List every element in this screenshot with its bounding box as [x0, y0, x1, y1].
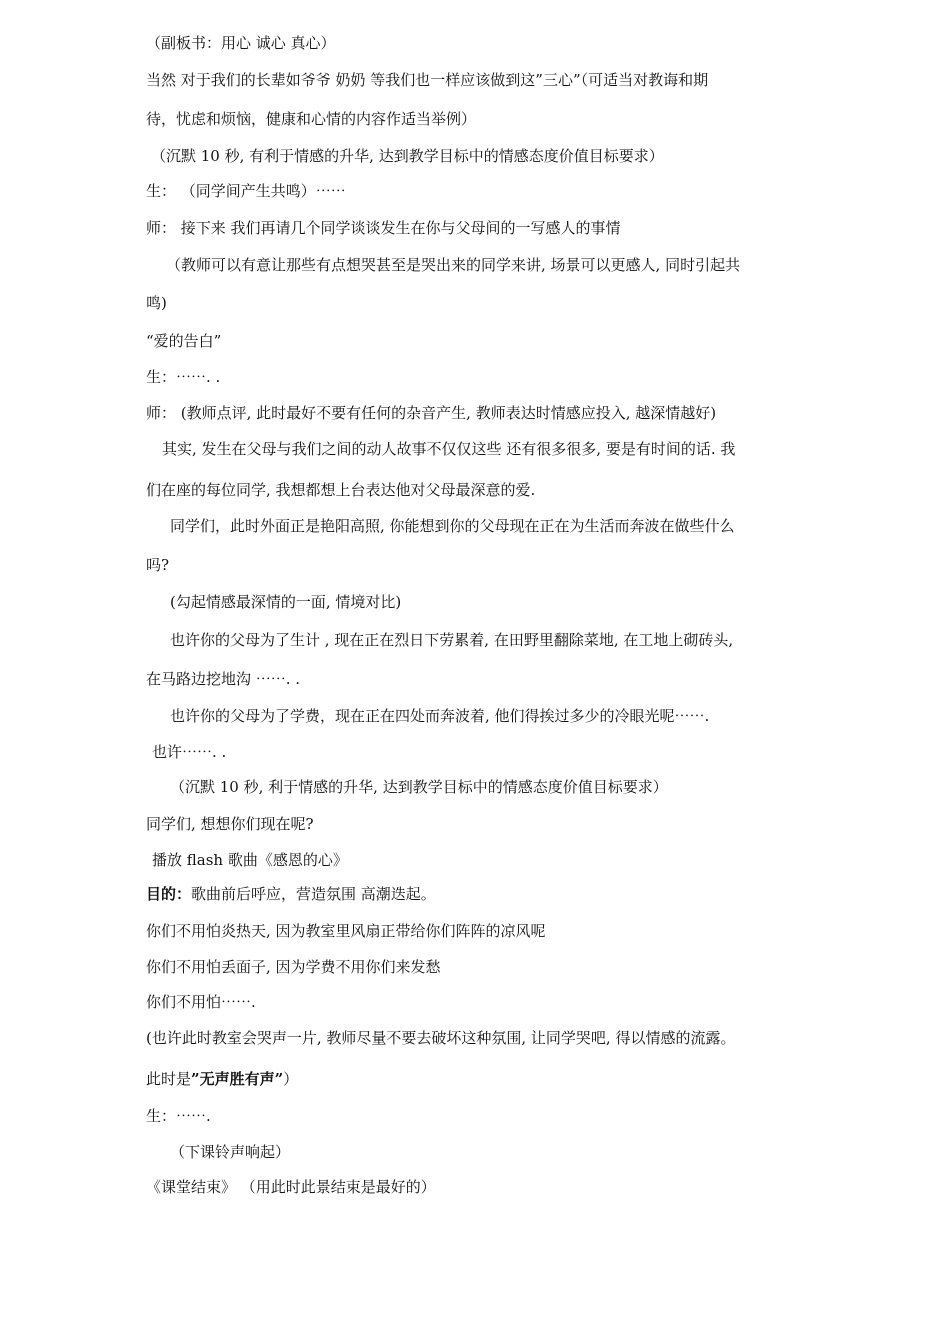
text-line: 鸣): [146, 294, 167, 312]
purpose-text: 歌曲前后呼应，营造氛围 高潮迭起。: [191, 885, 436, 903]
text-line: 同学们, 想想你们现在呢?: [146, 815, 314, 833]
text-line: (勾起情感最深情的一面, 情境对比): [170, 593, 402, 611]
text-line: [146, 884, 816, 904]
text-line: 们在座的每位同学, 我想都想上台表达他对父母最深意的爱.: [146, 481, 536, 499]
text-line: 生：⋯⋯.: [146, 1107, 211, 1125]
text-line: 生：⋯⋯. .: [146, 368, 221, 386]
text-line: 师： 接下来 我们再请几个同学谈谈发生在你与父母间的一写感人的事情: [146, 219, 621, 237]
text-segment: ）: [283, 1070, 299, 1088]
text-line: 吗?: [146, 556, 170, 574]
text-line: 播放 flash 歌曲《感恩的心》: [152, 851, 348, 869]
emphasis-text: ”无声胜有声”: [191, 1070, 284, 1088]
text-line: “爱的告白”: [146, 332, 222, 350]
text-line: 也许⋯⋯. .: [152, 743, 227, 761]
text-line: [146, 1069, 816, 1089]
text-segment: 此时是: [146, 1070, 192, 1088]
text-line: 师： (教师点评, 此时最好不要有任何的杂音产生, 教师表达时情感应投入, 越深情越好): [146, 404, 717, 422]
text-line: （沉默 10 秒, 有利于情感的升华, 达到教学目标中的情感态度价值目标要求）: [151, 147, 664, 165]
purpose-label: 目的：: [146, 885, 192, 903]
text-line: 《课堂结束》 （用此时此景结束是最好的）: [146, 1178, 436, 1196]
text-line: 待，忧虑和烦恼，健康和心情的内容作适当举例）: [146, 110, 477, 128]
text-line: 你们不用怕丢面子, 因为学费不用你们来发愁: [146, 958, 441, 976]
text-line: （下课铃声响起）: [170, 1143, 291, 1161]
text-line: （副板书：用心 诚心 真心）: [146, 34, 336, 52]
text-line: （教师可以有意让那些有点想哭甚至是哭出来的同学来讲, 场景可以更感人, 同时引起共: [166, 256, 741, 274]
text-line: (也许此时教室会哭声一片, 教师尽量不要去破坏这种氛围, 让同学哭吧, 得以情感的流露。: [146, 1029, 736, 1047]
text-line: （沉默 10 秒, 利于情感的升华, 达到教学目标中的情感态度价值目标要求）: [170, 778, 668, 796]
text-line: 其实, 发生在父母与我们之间的动人故事不仅仅这些 还有很多很多, 要是有时间的话. 我: [162, 440, 736, 458]
text-line: 也许你的父母为了生计 , 现在正在烈日下劳累着, 在田野里翻除菜地, 在工地上砌砖头,: [170, 631, 734, 649]
text-line: 也许你的父母为了学费，现在正在四处而奔波着, 他们得挨过多少的冷眼光呢⋯⋯.: [170, 707, 710, 725]
text-line: 生： （同学间产生共鸣）⋯⋯: [146, 182, 346, 200]
text-line: 当然 对于我们的长辈如爷爷 奶奶 等我们也一样应该做到这”三心”（可适当对教诲和期: [146, 71, 709, 89]
text-line: 在马路边挖地沟 ⋯⋯. .: [146, 670, 301, 688]
text-line: 你们不用怕炎热天, 因为教室里风扇正带给你们阵阵的凉风呢: [146, 922, 546, 940]
text-line: 同学们，此时外面正是艳阳高照, 你能想到你的父母现在正在为生活而奔波在做些什么: [170, 517, 735, 535]
text-line: 你们不用怕⋯⋯.: [146, 993, 256, 1011]
